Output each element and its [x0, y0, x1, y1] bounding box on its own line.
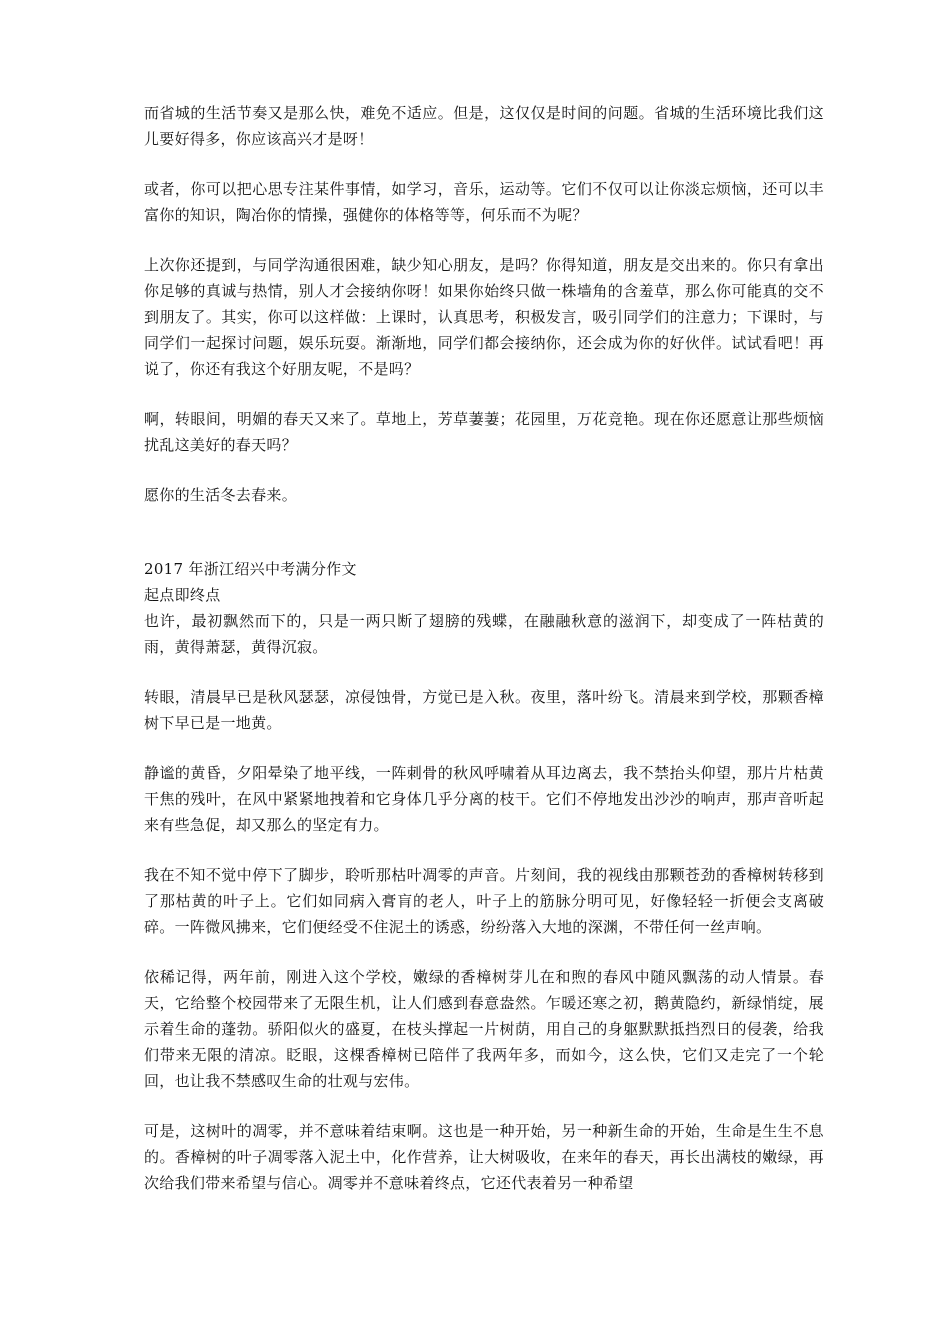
letter-paragraph: 上次你还提到，与同学沟通很困难，缺少知心朋友，是吗？你得知道，朋友是交出来的。你只有拿出你足够的真诚与热情，别人才会接纳你呀！如果你始终只做一株墙角的含羞草，那么你可能真的交不到朋友了。其实，你可以这样做：上课时，认真思考，积极发言，吸引同学们的注意力；下课时，与同学们一起探讨问题，娱乐玩耍。渐渐地，同学们都会接纳你，还会成为你的好伙伴。试试看吧！再说了，你还有我这个好朋友呢，不是吗？ — [144, 256, 824, 378]
essay-paragraph: 静谧的黄昏，夕阳晕染了地平线，一阵刺骨的秋风呼啸着从耳边离去，我不禁抬头仰望，那片片枯黄干焦的残叶，在风中紧紧地拽着和它身体几乎分离的枝干。它们不停地发出沙沙的响声，那声音听起来有些急促，却又那么的坚定有力。 — [144, 764, 824, 834]
essay-source: 2017 年浙江绍兴中考满分作文 — [144, 560, 357, 578]
letter-paragraph: 啊，转眼间，明媚的春天又来了。草地上，芳草萋萋；花园里，万花竞艳。现在你还愿意让那些烦恼扰乱这美好的春天吗？ — [144, 410, 824, 454]
essay-paragraph: 也许，最初飘然而下的，只是一两只断了翅膀的残蝶，在融融秋意的滋润下，却变成了一阵枯黄的雨，黄得萧瑟，黄得沉寂。 — [144, 612, 824, 656]
section-spacer — [144, 532, 824, 556]
essay-paragraph: 依稀记得，两年前，刚进入这个学校，嫩绿的香樟树芽儿在和煦的春风中随风飘荡的动人情景。春天，它给整个校园带来了无限生机，让人们感到春意盎然。乍暖还寒之初，鹅黄隐约，新绿悄绽，展示着生命的蓬勃。骄阳似火的盛夏，在枝头撑起一片树荫，用自己的身躯默默抵挡烈日的侵袭，给我们带来无限的清凉。眨眼，这棵香樟树已陪伴了我两年多，而如今，这么快，它们又走完了一个轮回，也让我不禁感叹生命的壮观与宏伟。 — [144, 968, 824, 1090]
document-page — [144, 100, 824, 1220]
essay-paragraph: 可是，这树叶的凋零，并不意味着结束啊。这也是一种开始，另一种新生命的开始，生命是生生不息的。香樟树的叶子凋零落入泥土中，化作营养，让大树吸收，在来年的春天，再长出满枝的嫩绿，再次给我们带来希望与信心。凋零并不意味着终点，它还代表着另一种希望 — [144, 1122, 824, 1192]
essay-paragraph: 转眼，清晨早已是秋风瑟瑟，凉侵蚀骨，方觉已是入秋。夜里，落叶纷飞。清晨来到学校，那颗香樟树下早已是一地黄。 — [144, 688, 824, 732]
letter-closing: 愿你的生活冬去春来。 — [144, 486, 298, 504]
essay-paragraph: 我在不知不觉中停下了脚步，聆听那枯叶凋零的声音。片刻间，我的视线由那颗苍劲的香樟树转移到了那枯黄的叶子上。它们如同病入膏肓的老人，叶子上的筋脉分明可见，好像轻轻一折便会支离破碎。一阵微风拂来，它们便经受不住泥土的诱惑，纷纷落入大地的深渊，不带任何一丝声响。 — [144, 866, 824, 936]
letter-paragraph: 或者，你可以把心思专注某件事情，如学习，音乐，运动等。它们不仅可以让你淡忘烦恼，还可以丰富你的知识，陶冶你的情操，强健你的体格等等，何乐而不为呢？ — [144, 180, 824, 224]
letter-paragraph: 而省城的生活节奏又是那么快，难免不适应。但是，这仅仅是时间的问题。省城的生活环境比我们这儿要好得多，你应该高兴才是呀！ — [144, 104, 824, 148]
essay-title: 起点即终点 — [144, 586, 221, 604]
